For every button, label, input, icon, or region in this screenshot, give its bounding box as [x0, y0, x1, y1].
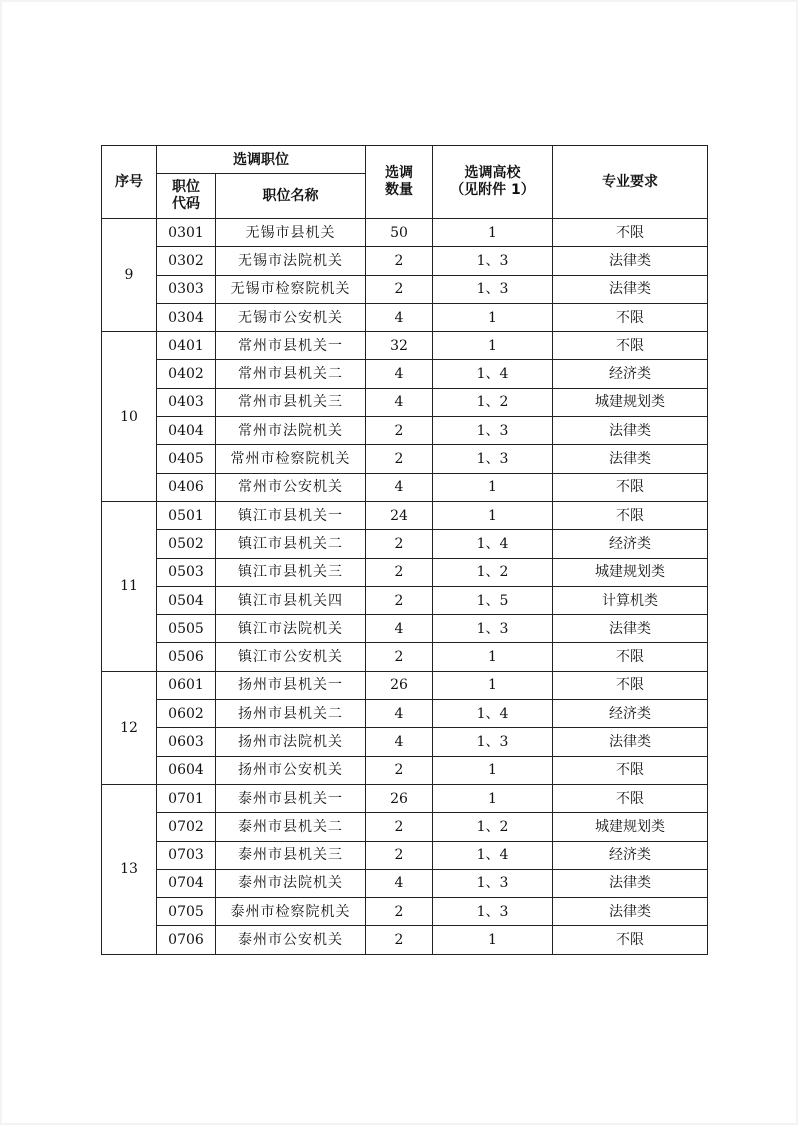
major-cell: 法律类	[553, 445, 708, 473]
name-cell: 扬州市法院机关	[216, 728, 366, 756]
table-row	[102, 643, 708, 671]
name-cell: 泰州市县机关三	[216, 841, 366, 869]
school-cell: 1	[433, 643, 553, 671]
code-cell: 0401	[157, 332, 216, 360]
school-cell: 1	[433, 671, 553, 699]
quantity-cell: 4	[366, 473, 433, 501]
table-row	[102, 586, 708, 614]
major-cell: 法律类	[553, 728, 708, 756]
name-cell: 无锡市法院机关	[216, 247, 366, 275]
table-row	[102, 303, 708, 331]
quantity-cell: 4	[366, 388, 433, 416]
header-code-label: 职位 代码	[172, 179, 200, 212]
quantity-cell: 4	[366, 869, 433, 897]
name-cell: 常州市公安机关	[216, 473, 366, 501]
major-cell: 法律类	[553, 275, 708, 303]
major-cell: 法律类	[553, 615, 708, 643]
major-cell: 经济类	[553, 360, 708, 388]
table-row	[102, 332, 708, 360]
table-body	[102, 219, 708, 955]
major-cell: 法律类	[553, 898, 708, 926]
quantity-cell: 2	[366, 275, 433, 303]
major-cell: 不限	[553, 671, 708, 699]
major-cell: 经济类	[553, 530, 708, 558]
quantity-cell: 24	[366, 501, 433, 529]
school-cell: 1	[433, 501, 553, 529]
quantity-cell: 2	[366, 530, 433, 558]
major-cell: 经济类	[553, 841, 708, 869]
school-cell: 1	[433, 219, 553, 247]
school-cell: 1、3	[433, 615, 553, 643]
name-cell: 泰州市法院机关	[216, 869, 366, 897]
major-cell: 城建规划类	[553, 813, 708, 841]
table-row	[102, 898, 708, 926]
name-cell: 泰州市公安机关	[216, 926, 366, 954]
header-position-group: 选调职位	[157, 146, 366, 174]
major-cell: 城建规划类	[553, 558, 708, 586]
school-cell: 1、2	[433, 388, 553, 416]
major-cell: 不限	[553, 473, 708, 501]
name-cell: 常州市检察院机关	[216, 445, 366, 473]
table-row	[102, 247, 708, 275]
code-cell: 0702	[157, 813, 216, 841]
school-cell: 1	[433, 473, 553, 501]
name-cell: 镇江市县机关三	[216, 558, 366, 586]
table-row	[102, 671, 708, 699]
code-cell: 0703	[157, 841, 216, 869]
school-cell: 1	[433, 926, 553, 954]
code-cell: 0706	[157, 926, 216, 954]
table-row	[102, 700, 708, 728]
table-row	[102, 417, 708, 445]
name-cell: 泰州市检察院机关	[216, 898, 366, 926]
table-row	[102, 219, 708, 247]
code-cell: 0603	[157, 728, 216, 756]
seq-cell: 10	[102, 332, 157, 502]
name-cell: 无锡市公安机关	[216, 303, 366, 331]
code-cell: 0504	[157, 586, 216, 614]
table-row	[102, 869, 708, 897]
school-cell: 1、4	[433, 700, 553, 728]
code-cell: 0302	[157, 247, 216, 275]
quantity-cell: 2	[366, 813, 433, 841]
school-cell: 1	[433, 756, 553, 784]
school-cell: 1、3	[433, 417, 553, 445]
major-cell: 城建规划类	[553, 388, 708, 416]
name-cell: 无锡市检察院机关	[216, 275, 366, 303]
code-cell: 0506	[157, 643, 216, 671]
major-cell: 不限	[553, 784, 708, 812]
school-cell: 1	[433, 303, 553, 331]
code-cell: 0505	[157, 615, 216, 643]
code-cell: 0705	[157, 898, 216, 926]
code-cell: 0301	[157, 219, 216, 247]
quantity-cell: 32	[366, 332, 433, 360]
quantity-cell: 26	[366, 671, 433, 699]
table-row	[102, 756, 708, 784]
code-cell: 0502	[157, 530, 216, 558]
table-row	[102, 275, 708, 303]
header-quantity	[366, 146, 433, 219]
major-cell: 不限	[553, 756, 708, 784]
header-code	[157, 174, 216, 219]
name-cell: 常州市县机关二	[216, 360, 366, 388]
school-cell: 1	[433, 784, 553, 812]
name-cell: 扬州市县机关一	[216, 671, 366, 699]
table-row	[102, 530, 708, 558]
major-cell: 计算机类	[553, 586, 708, 614]
name-cell: 镇江市公安机关	[216, 643, 366, 671]
school-cell: 1、3	[433, 898, 553, 926]
code-cell: 0405	[157, 445, 216, 473]
school-cell: 1、2	[433, 558, 553, 586]
quantity-cell: 2	[366, 898, 433, 926]
major-cell: 不限	[553, 926, 708, 954]
school-cell: 1、3	[433, 445, 553, 473]
quantity-cell: 4	[366, 360, 433, 388]
table-row	[102, 473, 708, 501]
name-cell: 扬州市县机关二	[216, 700, 366, 728]
name-cell: 扬州市公安机关	[216, 756, 366, 784]
code-cell: 0403	[157, 388, 216, 416]
name-cell: 无锡市县机关	[216, 219, 366, 247]
name-cell: 常州市县机关三	[216, 388, 366, 416]
header-school-label: 选调高校 （见附件 1）	[450, 165, 535, 198]
quantity-cell: 4	[366, 700, 433, 728]
major-cell: 不限	[553, 332, 708, 360]
table-row	[102, 360, 708, 388]
code-cell: 0303	[157, 275, 216, 303]
code-cell: 0406	[157, 473, 216, 501]
table-row	[102, 388, 708, 416]
table-row	[102, 926, 708, 954]
school-cell: 1、4	[433, 530, 553, 558]
major-cell: 不限	[553, 219, 708, 247]
quantity-cell: 2	[366, 417, 433, 445]
code-cell: 0601	[157, 671, 216, 699]
school-cell: 1、3	[433, 275, 553, 303]
school-cell: 1、5	[433, 586, 553, 614]
major-cell: 不限	[553, 643, 708, 671]
quantity-cell: 2	[366, 756, 433, 784]
code-cell: 0304	[157, 303, 216, 331]
quantity-cell: 50	[366, 219, 433, 247]
code-cell: 0602	[157, 700, 216, 728]
header-seq: 序号	[102, 146, 157, 219]
name-cell: 镇江市县机关一	[216, 501, 366, 529]
name-cell: 镇江市县机关四	[216, 586, 366, 614]
code-cell: 0404	[157, 417, 216, 445]
name-cell: 泰州市县机关一	[216, 784, 366, 812]
recruitment-table	[101, 145, 708, 955]
code-cell: 0701	[157, 784, 216, 812]
quantity-cell: 2	[366, 841, 433, 869]
quantity-cell: 2	[366, 926, 433, 954]
school-cell: 1、4	[433, 841, 553, 869]
quantity-cell: 4	[366, 303, 433, 331]
document-page	[2, 2, 796, 1123]
quantity-cell: 4	[366, 615, 433, 643]
quantity-cell: 2	[366, 586, 433, 614]
quantity-cell: 4	[366, 728, 433, 756]
major-cell: 不限	[553, 303, 708, 331]
code-cell: 0604	[157, 756, 216, 784]
code-cell: 0501	[157, 501, 216, 529]
seq-cell: 12	[102, 671, 157, 784]
table-row	[102, 728, 708, 756]
table-row	[102, 501, 708, 529]
quantity-cell: 2	[366, 643, 433, 671]
major-cell: 法律类	[553, 869, 708, 897]
table-row	[102, 558, 708, 586]
school-cell: 1、2	[433, 813, 553, 841]
quantity-cell: 26	[366, 784, 433, 812]
code-cell: 0503	[157, 558, 216, 586]
quantity-cell: 2	[366, 558, 433, 586]
school-cell: 1、3	[433, 728, 553, 756]
table-row	[102, 615, 708, 643]
major-cell: 不限	[553, 501, 708, 529]
name-cell: 常州市法院机关	[216, 417, 366, 445]
major-cell: 经济类	[553, 700, 708, 728]
name-cell: 镇江市县机关二	[216, 530, 366, 558]
header-major: 专业要求	[553, 146, 708, 219]
quantity-cell: 2	[366, 445, 433, 473]
school-cell: 1、3	[433, 869, 553, 897]
code-cell: 0402	[157, 360, 216, 388]
code-cell: 0704	[157, 869, 216, 897]
seq-cell: 9	[102, 219, 157, 332]
school-cell: 1、4	[433, 360, 553, 388]
table-row	[102, 445, 708, 473]
name-cell: 泰州市县机关二	[216, 813, 366, 841]
name-cell: 常州市县机关一	[216, 332, 366, 360]
name-cell: 镇江市法院机关	[216, 615, 366, 643]
table-row	[102, 784, 708, 812]
table-row	[102, 813, 708, 841]
school-cell: 1、3	[433, 247, 553, 275]
major-cell: 法律类	[553, 417, 708, 445]
seq-cell: 11	[102, 501, 157, 671]
header-name: 职位名称	[216, 174, 366, 219]
header-quantity-label: 选调 数量	[385, 165, 413, 198]
header-school	[433, 146, 553, 219]
school-cell: 1	[433, 332, 553, 360]
quantity-cell: 2	[366, 247, 433, 275]
table-row	[102, 841, 708, 869]
seq-cell: 13	[102, 784, 157, 954]
major-cell: 法律类	[553, 247, 708, 275]
